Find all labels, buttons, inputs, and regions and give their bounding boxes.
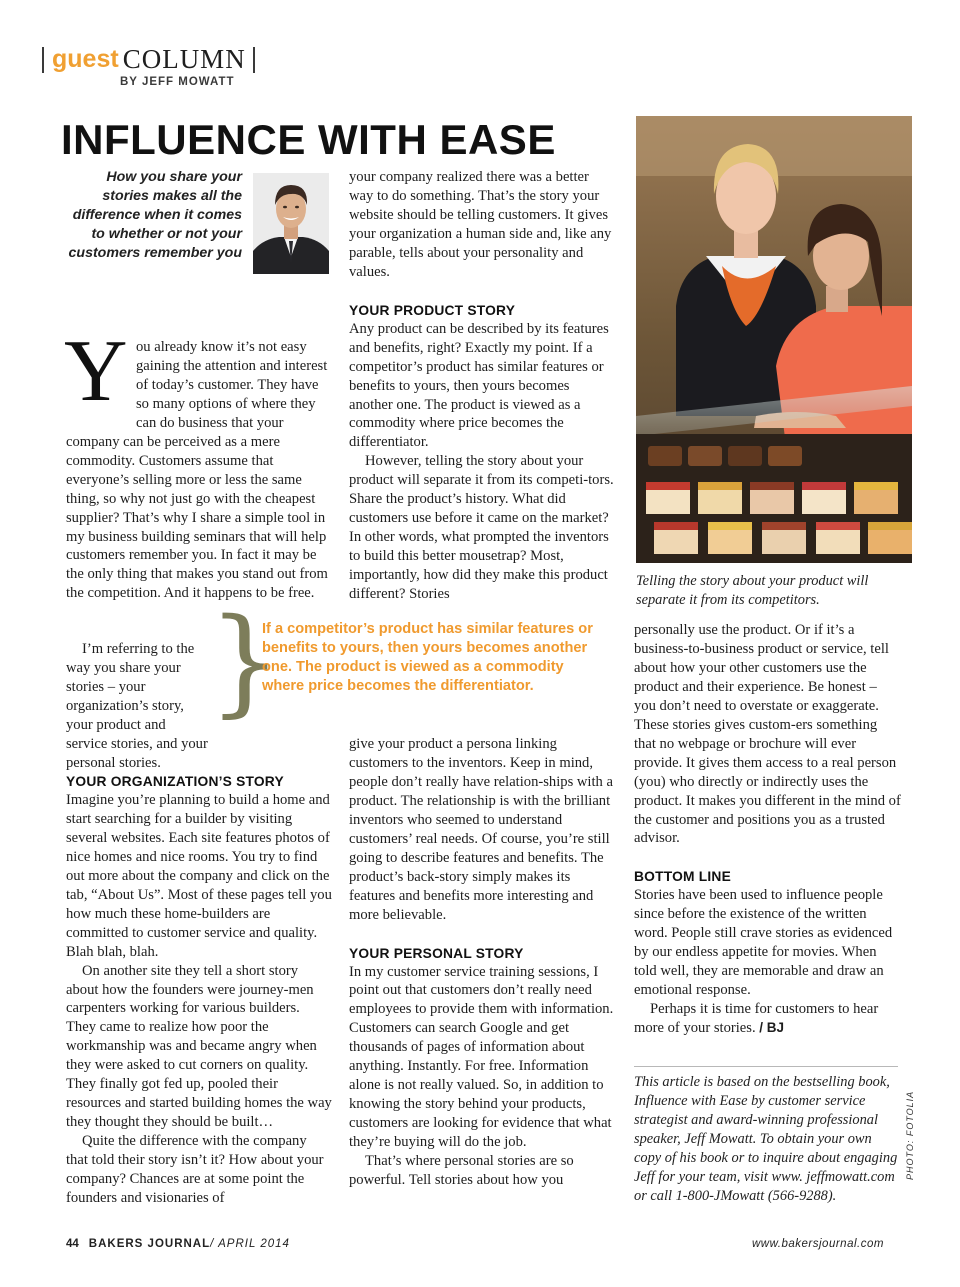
footer-url: www.bakersjournal.com — [752, 1238, 884, 1250]
org-story-section — [66, 772, 332, 1208]
photo-credit: PHOTO: FOTOLIA — [905, 1090, 915, 1180]
byline: BY JEFF MOWATT — [120, 76, 235, 88]
org-paragraph-2: On another site they tell a short story about how the founders were journey-men carpenters working for various builders. They came to realize how poor the workmanship was and became angry when they were asked to cut corners on quality. They finally got fed up, pooled their resources and started building homes the way they thought they should be built… — [66, 962, 332, 1131]
intro-paragraph-2-narrow — [66, 640, 208, 773]
bottom-paragraph-2-text: Perhaps it is time for customers to hear more of your stories. — [634, 1001, 879, 1037]
footer — [66, 1238, 290, 1250]
org-continued-paragraph: your company realized there was a better way to do something. That’s the story your website should be telling customers. It gives your organization a human side and, like any parable, tells about your personality and values. — [349, 169, 612, 280]
author-credit: This article is based on the bestselling book, Influence with Ease by customer service strategist and award-winning professional speaker, Jeff Mowatt. To obtain your own copy of his book or to inquire about engaging Jeff for your team, visit www. jeffmowatt.com or call 1-800-JMowatt (566-9288). — [634, 1074, 898, 1204]
section-heading-bottom-line: BOTTOM LINE — [634, 869, 731, 885]
header-divider-right — [253, 47, 255, 73]
deck-subtitle: How you share your stories makes all the difference when it comes to whether or not your customers remember you — [68, 169, 242, 261]
column-header — [42, 44, 342, 75]
credit-divider — [634, 1066, 898, 1067]
personal-continued-paragraph: personally use the product. Or if it’s a business-to-business product or service, tell about how your other customers use the product and their experience. Be honest – you don’t need to overstate or exaggerate. These stories gives custom-ers something that no webpage or brochure will ever provide. It gives them access to a real person (you) who directly or indirectly uses the product. It makes you different in the mind of the customer and positions you as a trusted advisor. — [634, 622, 901, 847]
org-paragraph-3: Quite the difference with the company that told their story isn’t it? How about your company? Chances are at some point the founders and visionaries of — [66, 1133, 324, 1207]
spacer — [349, 282, 615, 301]
page-number: 44 — [66, 1238, 79, 1250]
spacer — [349, 925, 615, 944]
intro-paragraph-1: ou already know it’s not easy gaining the attention and interest of today’s customer. They have so many options of where they can do business that your company can be perceived as a mere commodity. Customers assume that everyone’s selling more or less the same thing, so why not just go with the cheapest supplier? That’s why I share a simple tool in my business building seminars that will help customers remember you. In fact it may be the only thing that makes you stand out from the competition. And it happens to be free. — [66, 339, 328, 602]
section-heading-product: YOUR PRODUCT STORY — [349, 302, 516, 318]
bakery-photo-illustration — [636, 116, 912, 563]
header-divider-left — [42, 47, 44, 73]
product-paragraph-3: give your product a persona linking customers to the inventors. Keep in mind, people don’t really have relation-ships with a product. The relationship is with the brilliant inventors who seemed to understand customers’ real needs. Of course, you’re still going to describe features and benefits. The product’s back-story simply makes its features and benefits more interesting and more believable. — [349, 736, 613, 923]
spacer — [634, 848, 902, 867]
author-portrait-illustration — [253, 173, 329, 274]
column-2-bottom — [349, 735, 615, 1190]
bakery-photo — [636, 116, 912, 563]
product-paragraph-1: Any product can be described by its features and benefits, right? Exactly my point. If a competitor’s product has similar features or benefits to yours, then yours becomes another one. The product is viewed as a commodity where price becomes the differentiator. — [349, 320, 609, 451]
headline: INFLUENCE WITH EASE — [61, 116, 556, 163]
header-column-label: COLUMN — [122, 44, 246, 74]
signoff: / BJ — [759, 1020, 785, 1036]
personal-paragraph-2: That’s where personal stories are so powerful. Tell stories about how you — [349, 1153, 574, 1189]
issue-date: / APRIL 2014 — [210, 1238, 290, 1250]
author-portrait — [253, 173, 329, 274]
section-heading-personal: YOUR PERSONAL STORY — [349, 945, 524, 961]
dropcap-space — [66, 338, 136, 414]
org-paragraph-1: Imagine you’re planning to build a home and start searching for a builder by visiting several websites. Each site features photos of nice homes and nice rooms. You try to find out more about the company and click on the tab, “About Us”. Most of these pages tell you how much these home-builders are committed to customer service and quality. Blah blah, blah. — [66, 792, 332, 960]
photo-caption: Telling the story about your product will separate it from its competitors. — [636, 573, 869, 608]
bottom-paragraph-2 — [634, 1000, 902, 1038]
column-2-top — [349, 168, 615, 604]
product-paragraph-2: However, telling the story about your product will separate it from its competi-tors. Share the product’s history. What did customers use before it came on the market? In other words, what prompted the inventors to build this better mousetrap? Most, importantly, how did they make this product different? Stories — [349, 453, 614, 603]
pullquote: If a competitor’s product has similar features or benefits to yours, then yours becomes another one. The product is viewed as a commodity where price becomes the differentiator. — [262, 621, 593, 694]
bottom-paragraph-1: Stories have been used to influence people since before the existence of the written word. People still crave stories as evidenced by our endless appetite for movies. When told well, they are memorable and draw an emotional response. — [634, 887, 893, 999]
column-3 — [634, 621, 902, 1038]
column-1 — [66, 338, 332, 603]
pullquote-brace: } — [208, 594, 282, 729]
intro-paragraph-2: I’m referring to the way you share your stories – your organization’s story, your product and service stories, and your personal stories. — [66, 641, 208, 771]
publication-name: BAKERS JOURNAL — [88, 1238, 211, 1250]
header-guest-label: guest — [52, 45, 119, 73]
section-heading-organization: YOUR ORGANIZATION’S STORY — [66, 774, 284, 789]
drop-cap: Y — [64, 323, 128, 420]
personal-paragraph-1: In my customer service training sessions, I point out that customers don’t really need employees to provide them with information. Customers can search Google and get thousands of pages of information about anything. Instantly. For free. Information alone is not really valued. So, in addition to knowing the story behind your products, customers are looking for evidence that what they’re buying will do the job. — [349, 963, 614, 1151]
